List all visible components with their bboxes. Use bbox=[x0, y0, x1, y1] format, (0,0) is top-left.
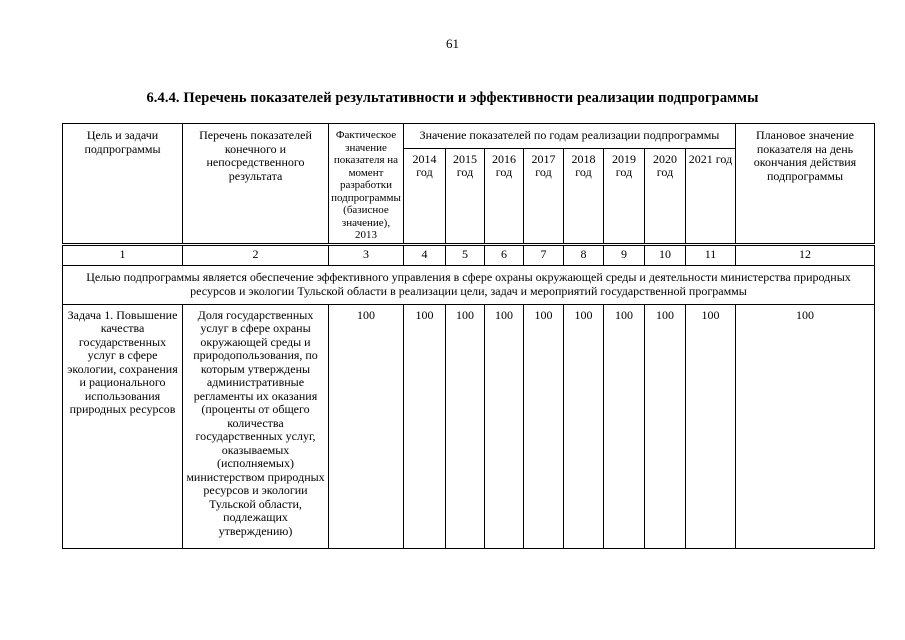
header-goal-tasks: Цель и задачи подпрограммы bbox=[63, 124, 183, 245]
task-cell: Задача 1. Повышение качества государственных услуг в сфере экологии, сохранения и рационального использования природных ресурсов bbox=[63, 304, 183, 548]
column-number: 7 bbox=[524, 244, 564, 265]
year-value-cell: 100 bbox=[564, 304, 604, 548]
base-value-cell: 100 bbox=[329, 304, 404, 548]
year-header: 2014 год bbox=[404, 148, 446, 244]
year-header: 2019 год bbox=[604, 148, 645, 244]
goal-text: Целью подпрограммы является обеспечение эффективного управления в сфере охраны окружающей среды и деятельности министерства природных ресурсов и экологии Тульской области в реализации цели, задач и мероприятий государственной программы bbox=[63, 265, 875, 304]
year-value-cell: 100 bbox=[446, 304, 485, 548]
column-number: 8 bbox=[564, 244, 604, 265]
column-number: 9 bbox=[604, 244, 645, 265]
header-actual-value: Фактическое значение показателя на момент разработки подпрограммы (базисное значение), 2013 bbox=[329, 124, 404, 245]
column-number: 2 bbox=[183, 244, 329, 265]
year-header: 2021 год bbox=[686, 148, 736, 244]
indicator-cell: Доля государственных услуг в сфере охраны окружающей среды и природопользования, по которым утверждены административные регламенты их оказания (проценты от общего количества государственных услуг, оказываемых (исполняемых) министерством природных ресурсов и экологии Тульской области, подлежащих утверждению) bbox=[183, 304, 329, 548]
year-header: 2018 год bbox=[564, 148, 604, 244]
column-number: 10 bbox=[645, 244, 686, 265]
column-number: 6 bbox=[485, 244, 524, 265]
section-title: 6.4.4. Перечень показателей результативности и эффективности реализации подпрограммы bbox=[146, 90, 759, 106]
year-header: 2020 год bbox=[645, 148, 686, 244]
column-number: 1 bbox=[63, 244, 183, 265]
column-number: 11 bbox=[686, 244, 736, 265]
year-value-cell: 100 bbox=[485, 304, 524, 548]
planned-value-cell: 100 bbox=[736, 304, 875, 548]
year-value-cell: 100 bbox=[524, 304, 564, 548]
column-number: 4 bbox=[404, 244, 446, 265]
page-number: 61 bbox=[446, 36, 459, 51]
year-value-cell: 100 bbox=[686, 304, 736, 548]
year-value-cell: 100 bbox=[645, 304, 686, 548]
goal-row bbox=[63, 265, 875, 304]
column-numbers-row bbox=[63, 244, 875, 265]
year-value-cell: 100 bbox=[404, 304, 446, 548]
column-number: 3 bbox=[329, 244, 404, 265]
column-number: 12 bbox=[736, 244, 875, 265]
table-row bbox=[63, 304, 875, 548]
year-header: 2017 год bbox=[524, 148, 564, 244]
column-number: 5 bbox=[446, 244, 485, 265]
indicators-table bbox=[62, 123, 875, 549]
year-header: 2016 год bbox=[485, 148, 524, 244]
header-row bbox=[63, 124, 875, 149]
year-value-cell: 100 bbox=[604, 304, 645, 548]
year-header: 2015 год bbox=[446, 148, 485, 244]
header-indicators-list: Перечень показателей конечного и непосредственного результата bbox=[183, 124, 329, 245]
header-years-group: Значение показателей по годам реализации подпрограммы bbox=[404, 124, 736, 149]
header-planned-value: Плановое значение показателя на день окончания действия подпрограммы bbox=[736, 124, 875, 245]
